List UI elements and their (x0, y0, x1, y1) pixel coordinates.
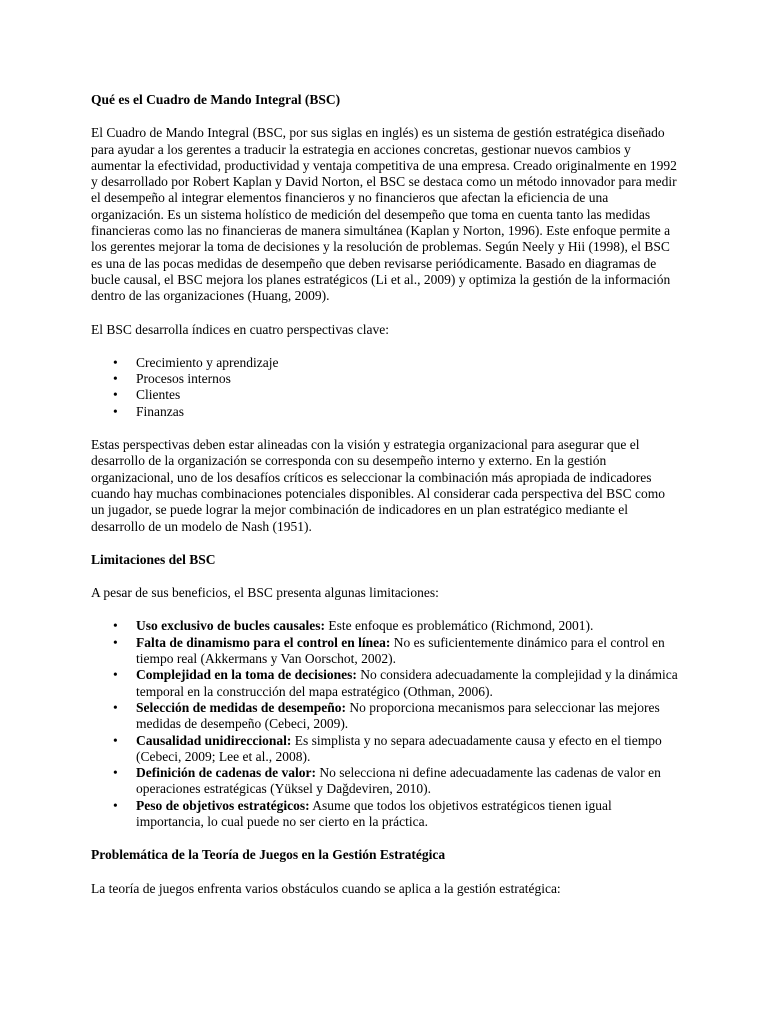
list-item (113, 765, 681, 798)
limitation-text: Es simplista y no separa adecuadamente causa y efecto en el tiempo (Cebeci, 2009; Lee et al., 2008). (136, 732, 662, 764)
bullet-icon: • (113, 667, 118, 683)
list-item (113, 667, 681, 700)
list-item (113, 797, 681, 831)
limitation-term: Uso exclusivo de bucles causales: (136, 618, 325, 634)
limitation-text: Este enfoque es problemático (Richmond, 2001). (325, 618, 594, 634)
limitation-text: No es suficientemente dinámico para el control en tiempo real (Akkermans y Van Oorschot, 2002). (136, 634, 665, 667)
limitation-text: No proporciona mecanismos para seleccionar las mejores medidas de desempeño (Cebeci, 2009). (136, 699, 660, 732)
perspectives-alignment-paragraph: Estas perspectivas deben estar alineadas con la visión y estrategia organizacional para asegurar que el desarrollo de la organización se corresponda con su desempeño interno y externo. En la gestión organizacional, uno de los desafíos críticos es seleccionar la combinación más apropiada de indicadores cuando hay muchas combinaciones potenciales disponibles. Al considerar cada perspectiva del BSC como un jugador, se puede lograr la mejor combinación de indicadores en un plan estratégico mediante el desarrollo de un modelo de Nash (1951). (91, 437, 665, 534)
limitation-term: Causalidad unidireccional: (136, 732, 292, 748)
bullet-icon: • (113, 797, 118, 813)
list-item: • Crecimiento y aprendizaje (113, 354, 279, 370)
limitation-text: No considera adecuadamente la complejidad y la dinámica temporal en la construcción del mapa estratégico (Othman, 2006). (136, 667, 678, 699)
limitation-text: No selecciona ni define adecuadamente las cadenas de valor en operaciones estratégicas (Yüksel y Dağdeviren, 2010). (136, 765, 661, 797)
section-title-bsc: Qué es el Cuadro de Mando Integral (BSC) (91, 92, 341, 107)
list-item (113, 732, 681, 766)
section-title-game-theory: Problemática de la Teoría de Juegos en la Gestión Estratégica (91, 847, 446, 863)
bullet-icon: • (113, 618, 118, 634)
bsc-intro-paragraph: El Cuadro de Mando Integral (BSC, por sus siglas en inglés) es un sistema de gestión estratégica diseñado para ayudar a los gerentes a traducir la estrategia en acciones concretas, gestionar nuevos cambios y aumentar la efectividad, productividad y ventaja competitiva de una empresa. Creado originalmente en 1992 y desarrollado por Robert Kaplan y David Norton, el BSC se destaca como un método innovador para medir el desempeño al integrar elementos financieros y no financieros que afectan la eficiencia de una organización. Es un sistema holístico de medición del desempeño que toma en cuenta tanto las medidas financieras como las no financieras de manera simultánea (Kaplan y Norton, 1996). Este enfoque permite a los gerentes mejorar la toma de decisiones y la resolución de problemas. Según Neely y Hii (1998), el BSC es una de las pocas medidas de desempeño que deben revisarse periódicamente. Basado en diagramas de bucle causal, el BSC mejora los planes estratégicos (Li et al., 2009) y optimiza la gestión de la información dentro de las organizaciones (Huang, 2009). (91, 125, 677, 304)
limitation-text: Asume que todos los objetivos estratégicos tienen igual importancia, lo cual puede no ser cierto en la práctica. (136, 797, 612, 829)
perspectives-list (91, 355, 681, 420)
limitation-term: Peso de objetivos estratégicos: (136, 797, 310, 813)
list-item: • Clientes (113, 387, 181, 403)
limitation-term: Falta de dinamismo para el control en línea: (136, 634, 391, 650)
bullet-icon: • (113, 387, 118, 403)
document-page (91, 92, 681, 897)
list-item: • Finanzas (113, 403, 184, 419)
list-item (113, 634, 681, 668)
list-item (113, 699, 681, 733)
list-item: • Procesos internos (113, 371, 231, 387)
limitations-list (91, 618, 681, 830)
list-item (113, 618, 681, 634)
game-theory-intro-paragraph: La teoría de juegos enfrenta varios obstáculos cuando se aplica a la gestión estratégica: (91, 880, 561, 896)
limitation-term: Selección de medidas de desempeño: (136, 699, 346, 715)
bullet-icon: • (113, 354, 118, 370)
limitations-intro-paragraph: A pesar de sus beneficios, el BSC presenta algunas limitaciones: (91, 585, 439, 601)
bullet-icon: • (113, 371, 118, 387)
bullet-icon: • (113, 403, 118, 419)
bullet-icon: • (113, 765, 118, 781)
bullet-icon: • (113, 699, 118, 715)
bullet-icon: • (113, 634, 118, 650)
perspectives-lead-paragraph: El BSC desarrolla índices en cuatro perspectivas clave: (91, 321, 390, 337)
limitation-term: Complejidad en la toma de decisiones: (136, 667, 357, 683)
limitation-term: Definición de cadenas de valor: (136, 765, 316, 781)
bullet-icon: • (113, 732, 118, 748)
section-title-limitations: Limitaciones del BSC (91, 551, 216, 567)
